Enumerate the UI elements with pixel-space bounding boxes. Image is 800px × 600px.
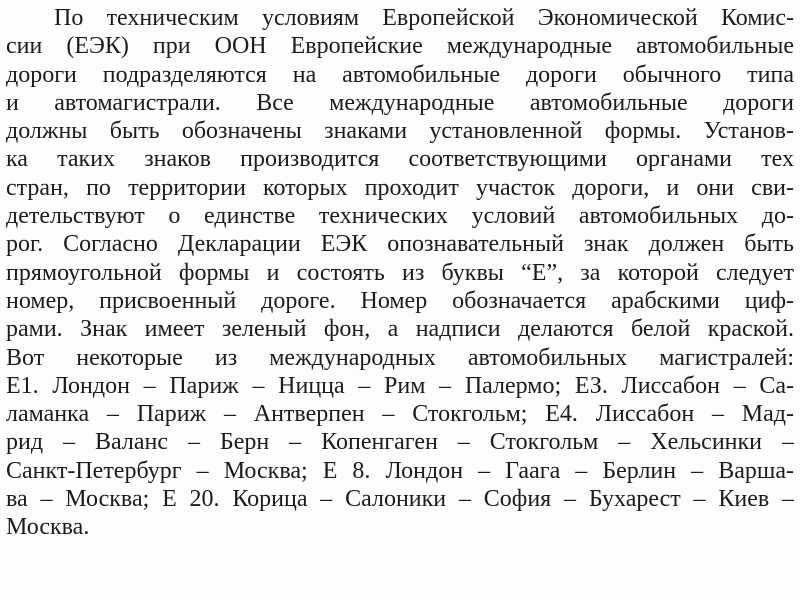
text-line: должны быть обозначены знаками установленной формы. Установ- (6, 118, 794, 145)
text-line: и автомагистрали. Все международные автомобильные дороги (6, 89, 794, 116)
text-line: сии (ЕЭК) при ООН Европейские международные автомобильные (6, 33, 794, 60)
text-line: стран, по территории которых проходит участок дороги, и они сви- (6, 174, 794, 201)
text-line: рог. Согласно Декларации ЕЭК опознавательный знак должен быть (6, 231, 794, 258)
text-line: рид – Валанс – Берн – Копенгаген – Стокгольм – Хельсинки – (6, 429, 794, 456)
text-line: ва – Москва; Е 20. Корица – Салоники – София – Бухарест – Киев – (6, 486, 794, 513)
text-line: прямоугольной формы и состоять из буквы “Е”, за которой следует (6, 259, 794, 286)
paragraph (6, 4, 794, 542)
text-line: дороги подразделяются на автомобильные дороги обычного типа (6, 61, 794, 88)
text-line: ка таких знаков производится соответствующими органами тех (6, 146, 794, 173)
text-line: номер, присвоенный дороге. Номер обозначается арабскими циф- (6, 287, 794, 314)
text-line: Москва. (6, 514, 90, 541)
text-line: Санкт-Петербург – Москва; Е 8. Лондон – Гаага – Берлин – Варша- (6, 457, 794, 484)
text-line: рами. Знак имеет зеленый фон, а надписи делаются белой краской. (6, 316, 794, 343)
text-line: ламанка – Париж – Антверпен – Стокгольм; Е4. Лиссабон – Мад- (6, 401, 794, 428)
text-line: детельствуют о единстве технических условий автомобильных до- (6, 203, 794, 230)
text-line: Вот некоторые из международных автомобильных магистралей: (6, 344, 794, 371)
text-line: По техническим условиям Европейской Экономической Комис- (54, 5, 794, 31)
text-line: Е1. Лондон – Париж – Ницца – Рим – Палермо; ЕЗ. Лиссабон – Са- (6, 372, 794, 399)
